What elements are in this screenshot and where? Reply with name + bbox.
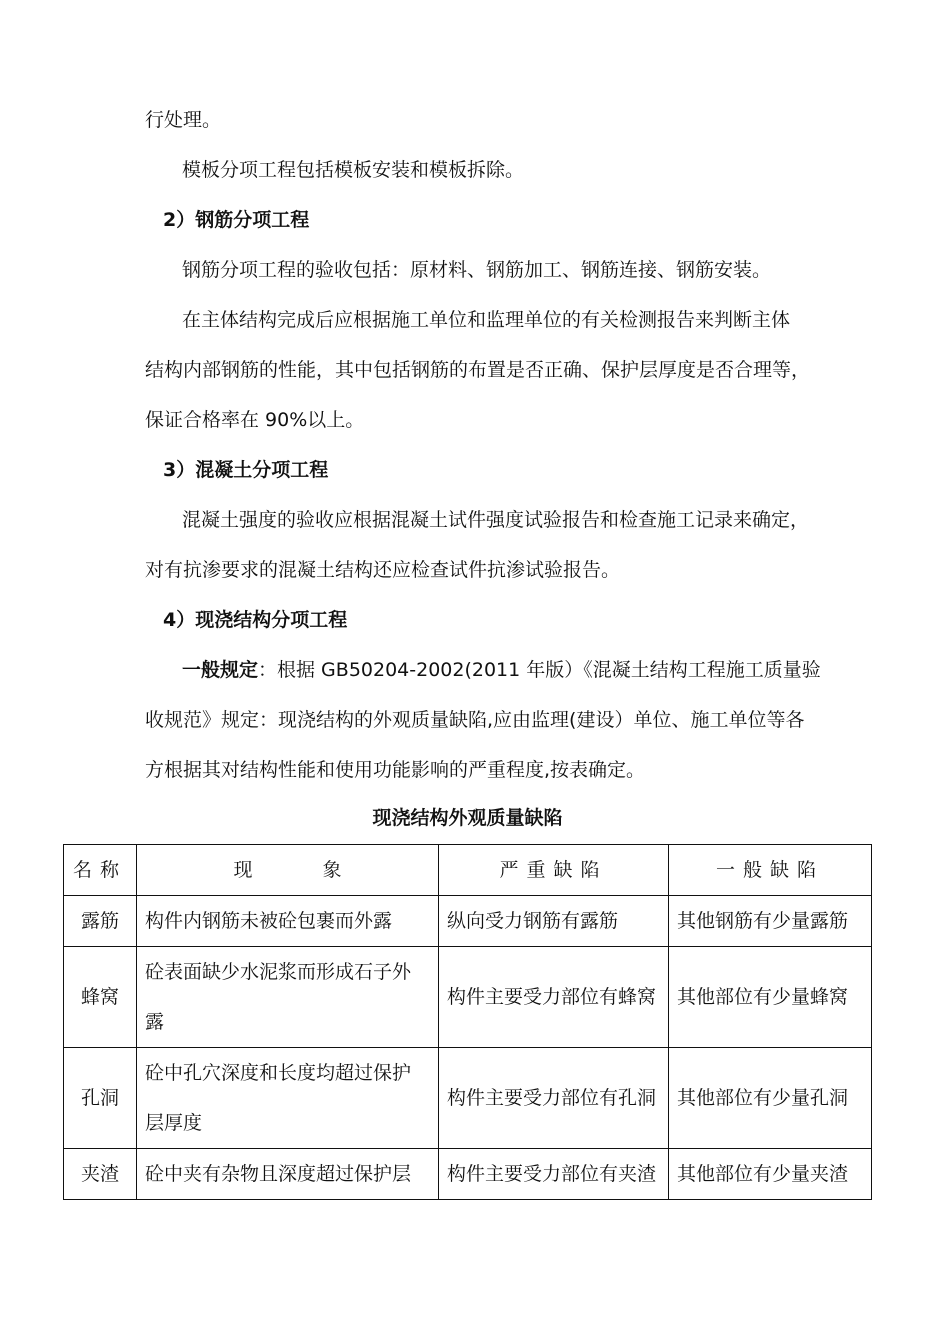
table-header-row xyxy=(64,845,872,896)
table-row xyxy=(64,947,872,1048)
row-name: 露筋 xyxy=(64,896,137,947)
general-rules-label: 一般规定 xyxy=(182,659,259,681)
table-row xyxy=(64,896,872,947)
section-heading-concrete: 3）混凝土分项工程 xyxy=(163,459,329,481)
header-general-defect: 一般缺陷 xyxy=(669,845,872,896)
table-row xyxy=(64,1149,872,1200)
paragraph-rebar-acceptance: 钢筋分项工程的验收包括：原材料、钢筋加工、钢筋连接、钢筋安装。 xyxy=(182,259,772,281)
paragraph-formwork: 模板分项工程包括模板安装和模板拆除。 xyxy=(182,159,525,181)
row-general: 其他部位有少量蜂窝 xyxy=(669,947,872,1048)
row-serious: 构件主要受力部位有蜂窝 xyxy=(439,947,669,1048)
row-general: 其他部位有少量孔洞 xyxy=(669,1048,872,1149)
paragraph-general-rules-line-1 xyxy=(182,657,821,683)
row-phenomenon xyxy=(137,1048,439,1149)
paragraph-general-rules-line-2: 收规范》规定：现浇结构的外观质量缺陷,应由监理(建设）单位、施工单位等各 xyxy=(145,709,805,731)
defects-table xyxy=(63,844,872,1200)
row-name: 夹渣 xyxy=(64,1149,137,1200)
row-phenomenon-line-2: 露 xyxy=(145,1011,165,1033)
header-name: 名称 xyxy=(64,845,137,896)
header-serious-defect: 严重缺陷 xyxy=(439,845,669,896)
row-phenomenon: 构件内钢筋未被砼包裹而外露 xyxy=(137,896,439,947)
row-general: 其他部位有少量夹渣 xyxy=(669,1149,872,1200)
row-phenomenon xyxy=(137,947,439,1048)
header-phenomenon-part-1: 现 xyxy=(233,859,253,881)
header-phenomenon xyxy=(137,845,439,896)
row-phenomenon-line-2: 层厚度 xyxy=(145,1112,203,1134)
paragraph-rebar-inspection-line-3: 保证合格率在 90%以上。 xyxy=(145,409,365,431)
section-heading-cast-in-place: 4）现浇结构分项工程 xyxy=(163,609,348,631)
table-title: 现浇结构外观质量缺陷 xyxy=(372,807,563,829)
row-name: 蜂窝 xyxy=(64,947,137,1048)
row-name: 孔洞 xyxy=(64,1048,137,1149)
row-phenomenon: 砼中夹有杂物且深度超过保护层 xyxy=(137,1149,439,1200)
row-serious: 构件主要受力部位有夹渣 xyxy=(439,1149,669,1200)
section-heading-rebar: 2）钢筋分项工程 xyxy=(163,209,310,231)
table-row xyxy=(64,1048,872,1149)
row-serious: 构件主要受力部位有孔洞 xyxy=(439,1048,669,1149)
paragraph-continuation: 行处理。 xyxy=(145,109,222,131)
row-phenomenon-line-1: 砼中孔穴深度和长度均超过保护 xyxy=(145,1062,412,1084)
paragraph-general-rules-line-3: 方根据其对结构性能和使用功能影响的严重程度,按表确定。 xyxy=(145,759,646,781)
paragraph-rebar-inspection-line-2: 结构内部钢筋的性能，其中包括钢筋的布置是否正确、保护层厚度是否合理等， xyxy=(145,359,811,381)
paragraph-concrete-line-1: 混凝土强度的验收应根据混凝土试件强度试验报告和检查施工记录来确定， xyxy=(182,509,810,531)
paragraph-concrete-line-2: 对有抗渗要求的混凝土结构还应检查试件抗渗试验报告。 xyxy=(145,559,621,581)
header-phenomenon-part-2: 象 xyxy=(322,859,342,881)
paragraph-rebar-inspection-line-1: 在主体结构完成后应根据施工单位和监理单位的有关检测报告来判断主体 xyxy=(182,309,791,331)
row-general: 其他钢筋有少量露筋 xyxy=(669,896,872,947)
row-serious: 纵向受力钢筋有露筋 xyxy=(439,896,669,947)
general-rules-text: ：根据 GB50204-2002(2011 年版）《混凝土结构工程施工质量验 xyxy=(258,659,821,681)
row-phenomenon-line-1: 砼表面缺少水泥浆而形成石子外 xyxy=(145,961,412,983)
